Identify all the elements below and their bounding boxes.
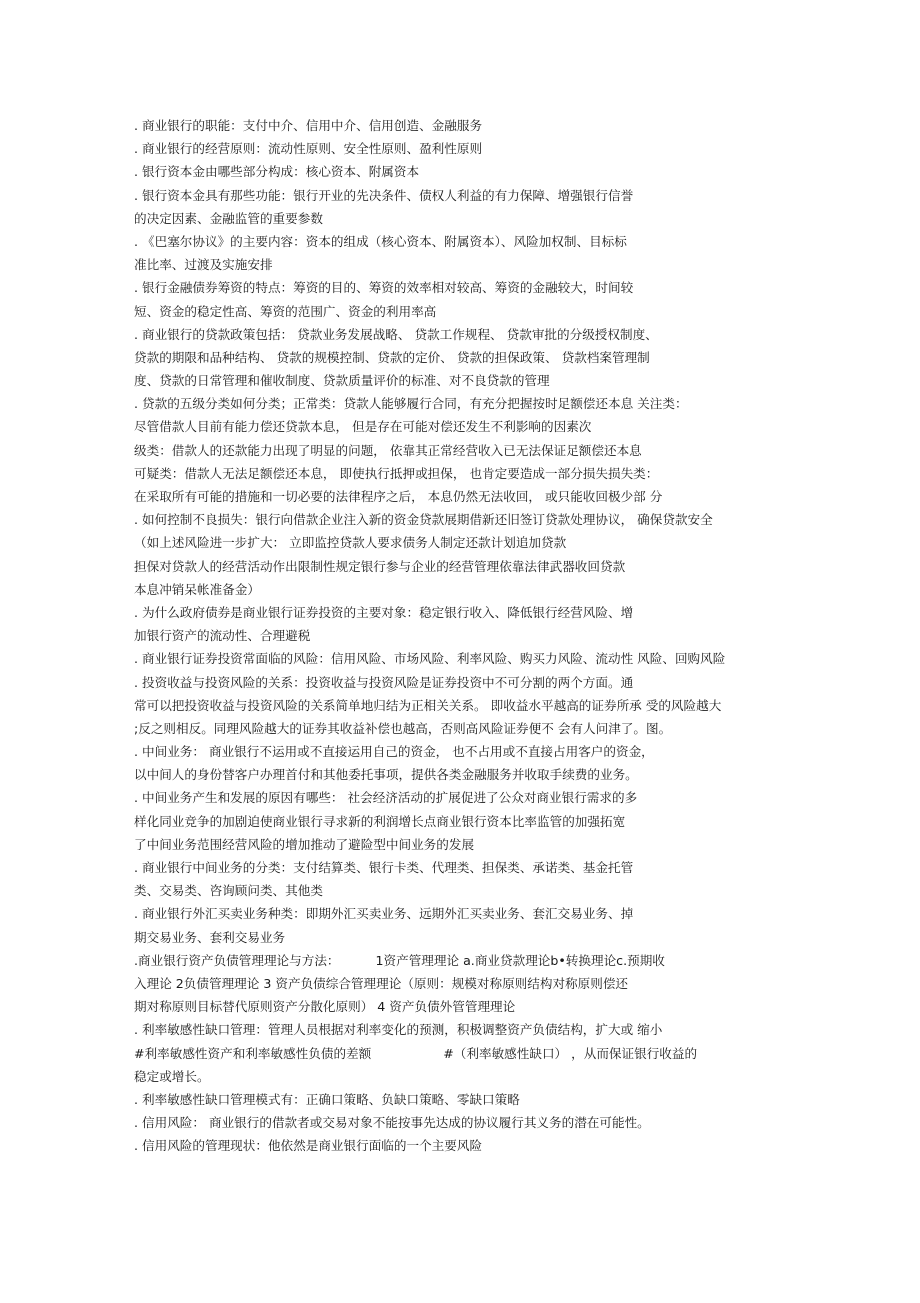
text-line: 在采取所有可能的措施和一切必要的法律程序之后， 本息仍然无法收回， 或只能收回极少部 分 xyxy=(134,489,663,504)
text-line: （如上述风险进一步扩大： 立即监控贷款人要求债务人制定还款计划追加贷款 xyxy=(134,535,567,551)
text-line: . 商业银行的贷款政策包括： 贷款业务发展战略、 贷款工作规程、 贷款审批的分级授权制度、 xyxy=(134,326,658,342)
text-segment: #（利率敏感性缺口） ，从而保证银行收益的 xyxy=(443,1045,698,1061)
text-line: . 银行金融债券筹资的特点：筹资的目的、筹资的效率相对较高、筹资的金融较大，时间较 xyxy=(134,280,634,296)
text-line: 期对称原则目标替代原则资产分散化原则） 4 资产负债外管管理理论 xyxy=(134,999,516,1015)
text-line: 本息冲销呆帐准备金） xyxy=(134,581,260,597)
text-line: 贷款的期限和品种结构、 贷款的规模控制、贷款的定价、 贷款的担保政策、 贷款档案管理制 xyxy=(134,349,650,365)
text-line: 稳定或增长。 xyxy=(134,1068,210,1084)
text-line: . 商业银行中间业务的分类：支付结算类、银行卡类、代理类、担保类、承诺类、基金托管 xyxy=(134,860,634,875)
text-line xyxy=(134,949,774,972)
text-segment: 1资产管理理论 a.商业贷款理论b•转换理论c.预期收 xyxy=(375,952,665,968)
text-line: 入理论 2负债管理理论 3 资产负债综合管理理论（原则：规模对称原则结构对称原则偿还 xyxy=(134,975,629,991)
text-line: . 中间业务产生和发展的原因有哪些： 社会经济活动的扩展促进了公众对商业银行需求的多 xyxy=(134,790,638,806)
text-line: 加银行资产的流动性、合理避税 xyxy=(134,628,311,644)
document-body xyxy=(134,114,774,1157)
text-line: . 商业银行外汇买卖业务种类：即期外汇买卖业务、远期外汇买卖业务、套汇交易业务、掉 xyxy=(134,906,634,922)
text-line: . 《巴塞尔协议》的主要内容：资本的组成（核心资本、附属资本）、风险加权制、目标标 xyxy=(134,233,627,249)
text-segment: #利率敏感性资产和利率敏感性负债的差额 xyxy=(134,1045,372,1061)
text-line: . 商业银行证券投资常面临的风险：信用风险、市场风险、利率风险、购买力风险、流动性 风险、回购风险 xyxy=(134,651,726,667)
text-line: . 银行资本金由哪些部分构成：核心资本、附属资本 xyxy=(134,164,420,180)
text-line: . 中间业务： 商业银行不运用或不直接运用自己的资金， 也不占用或不直接占用客户的资金， xyxy=(134,744,654,760)
text-line: 可疑类：借款人无法足额偿还本息， 即使执行抵押或担保， 也肯定要造成一部分损失损失类： xyxy=(134,465,659,481)
text-line xyxy=(134,1042,774,1065)
text-line: . 为什么政府债券是商业银行证券投资的主要对象：稳定银行收入、降低银行经营风险、增 xyxy=(134,604,634,620)
text-line: 短、资金的稳定性高、筹资的范围广、资金的利用率高 xyxy=(134,303,437,319)
text-line: 样化同业竞争的加剧迫使商业银行寻求新的利润增长点商业银行资本比率监管的加强拓宽 xyxy=(134,813,626,829)
text-line: 常可以把投资收益与投资风险的关系简单地归结为正相关关系。 即收益水平越高的证券所承 受的风险越大 xyxy=(134,697,722,713)
text-line: . 银行资本金具有那些功能：银行开业的先决条件、债权人利益的有力保障、增强银行信誉 xyxy=(134,187,634,203)
text-line: 准比率、过渡及实施安排 xyxy=(134,257,273,273)
text-line: . 利率敏感性缺口管理：管理人员根据对利率变化的预测，积极调整资产负债结构，扩大或 缩小 xyxy=(134,1022,663,1038)
text-line: 担保对贷款人的经营活动作出限制性规定银行参与企业的经营管理依靠法律武器收回贷款 xyxy=(134,558,626,574)
text-line: 级类：借款人的还款能力出现了明显的问题， 依靠其正常经营收入已无法保证足额偿还本息 xyxy=(134,442,642,458)
text-line: . 投资收益与投资风险的关系：投资收益与投资风险是证券投资中不可分割的两个方面。通 xyxy=(134,674,634,690)
text-line: 度、贷款的日常管理和催收制度、贷款质量评价的标准、对不良贷款的管理 xyxy=(134,373,550,389)
text-line: . 商业银行的职能：支付中介、信用中介、信用创造、金融服务 xyxy=(134,118,483,133)
text-line: . 信用风险的管理现状：他依然是商业银行面临的一个主要风险 xyxy=(134,1138,483,1154)
text-line: 尽管借款人目前有能力偿还贷款本息， 但是存在可能对偿还发生不利影响的因素次 xyxy=(134,419,592,435)
text-line: 了中间业务范围经营风险的增加推动了避险型中间业务的发展 xyxy=(134,836,475,852)
text-line: 类、交易类、咨询顾问类、其他类 xyxy=(134,883,323,899)
text-line: . 商业银行的经营原则：流动性原则、安全性原则、盈利性原则 xyxy=(134,141,483,157)
text-line: . 贷款的五级分类如何分类；正常类：贷款人能够履行合同，有充分把握按时足额偿还本息 关注类： xyxy=(134,396,688,412)
text-line: 期交易业务、套利交易业务 xyxy=(134,929,286,945)
text-line: . 利率敏感性缺口管理模式有：正确口策略、负缺口策略、零缺口策略 xyxy=(134,1091,520,1107)
text-line: 以中间人的身份替客户办理首付和其他委托事项，提供各类金融服务并收取手续费的业务。 xyxy=(134,767,638,783)
text-line: ;反之则相反。同理风险越大的证券其收益补偿也越高，否则高风险证券便不 会有人问津了。图。 xyxy=(134,720,672,736)
text-line: . 如何控制不良损失：银行向借款企业注入新的资金贷款展期借新还旧签订贷款处理协议， 确保贷款安全 xyxy=(134,512,713,528)
text-segment: .商业银行资产负债管理理论与方法： xyxy=(134,952,340,968)
text-line: 的决定因素、金融监管的重要参数 xyxy=(134,210,323,226)
text-line: . 信用风险： 商业银行的借款者或交易对象不能按事先达成的协议履行其义务的潜在可能性。 xyxy=(134,1115,650,1131)
